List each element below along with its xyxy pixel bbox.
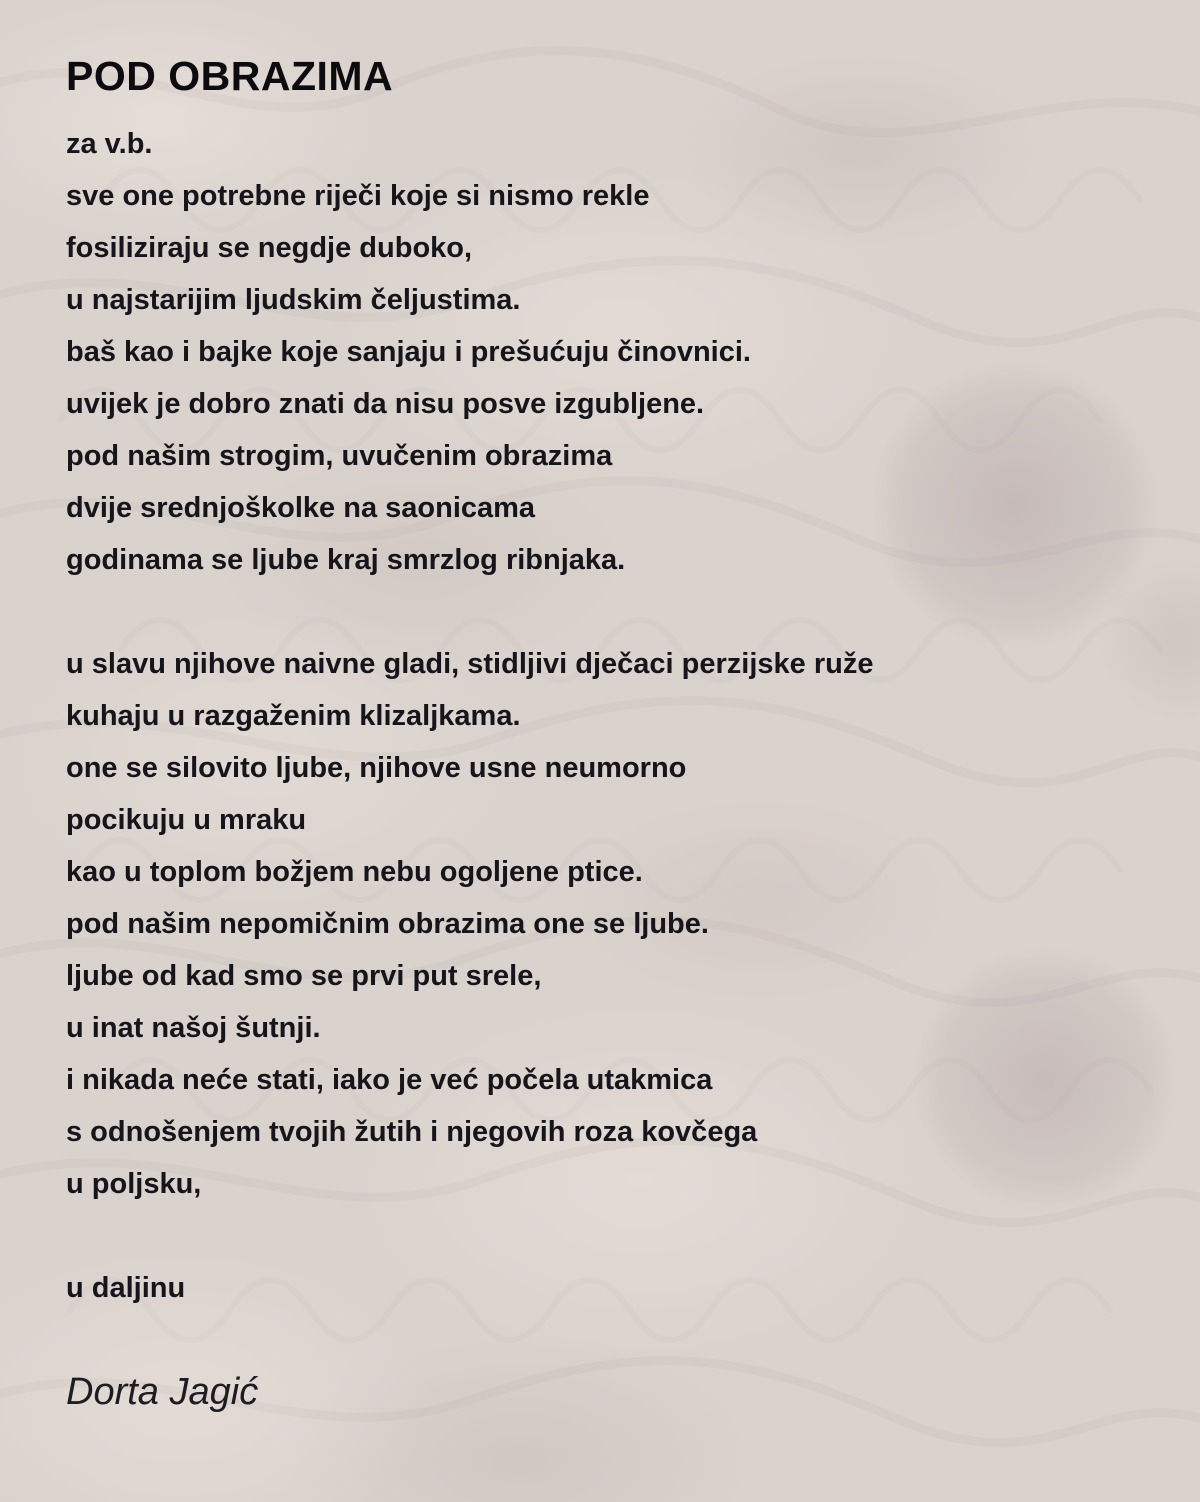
poem-line: dvije srednjoškolke na saonicama xyxy=(66,492,536,524)
poem-line: pod našim strogim, uvučenim obrazima xyxy=(66,440,613,472)
poem-line: u daljinu xyxy=(66,1272,186,1304)
stanza xyxy=(66,638,1160,1210)
poem-line: kao u toplom božjem nebu ogoljene ptice. xyxy=(66,856,643,888)
poem-line: u poljsku, xyxy=(66,1168,202,1200)
poem-line: u najstarijim ljudskim čeljustima. xyxy=(66,284,521,316)
poem-line: pocikuju u mraku xyxy=(66,804,307,836)
poem-line: u inat našoj šutnji. xyxy=(66,1012,321,1044)
poem-line: one se silovito ljube, njihove usne neumorno xyxy=(66,752,687,784)
poem-line: za v.b. xyxy=(66,128,153,160)
poem-line: ljube od kad smo se prvi put srele, xyxy=(66,960,542,992)
stanza xyxy=(66,118,1160,586)
poem-line: s odnošenjem tvojih žutih i njegovih roza kovčega xyxy=(66,1116,758,1148)
poem-line: baš kao i bajke koje sanjaju i prešućuju činovnici. xyxy=(66,336,751,368)
poem-line: godinama se ljube kraj smrzlog ribnjaka. xyxy=(66,544,626,576)
poem-line: sve one potrebne riječi koje si nismo rekle xyxy=(66,180,650,212)
stanza xyxy=(66,1262,1160,1314)
poem-line: pod našim nepomičnim obrazima one se ljube. xyxy=(66,908,709,940)
poem-author: Dorta Jagić xyxy=(66,1371,259,1413)
poem-line: u slavu njihove naivne gladi, stidljivi dječaci perzijske ruže xyxy=(66,648,874,680)
poem-line: fosiliziraju se negdje duboko, xyxy=(66,232,473,264)
poem-line: kuhaju u razgaženim klizaljkama. xyxy=(66,700,521,732)
poem-body xyxy=(66,118,1160,1314)
poem-title: POD OBRAZIMA xyxy=(66,53,394,99)
poem-line: i nikada neće stati, iako je već počela utakmica xyxy=(66,1064,713,1096)
poem-line: uvijek je dobro znati da nisu posve izgubljene. xyxy=(66,388,705,420)
